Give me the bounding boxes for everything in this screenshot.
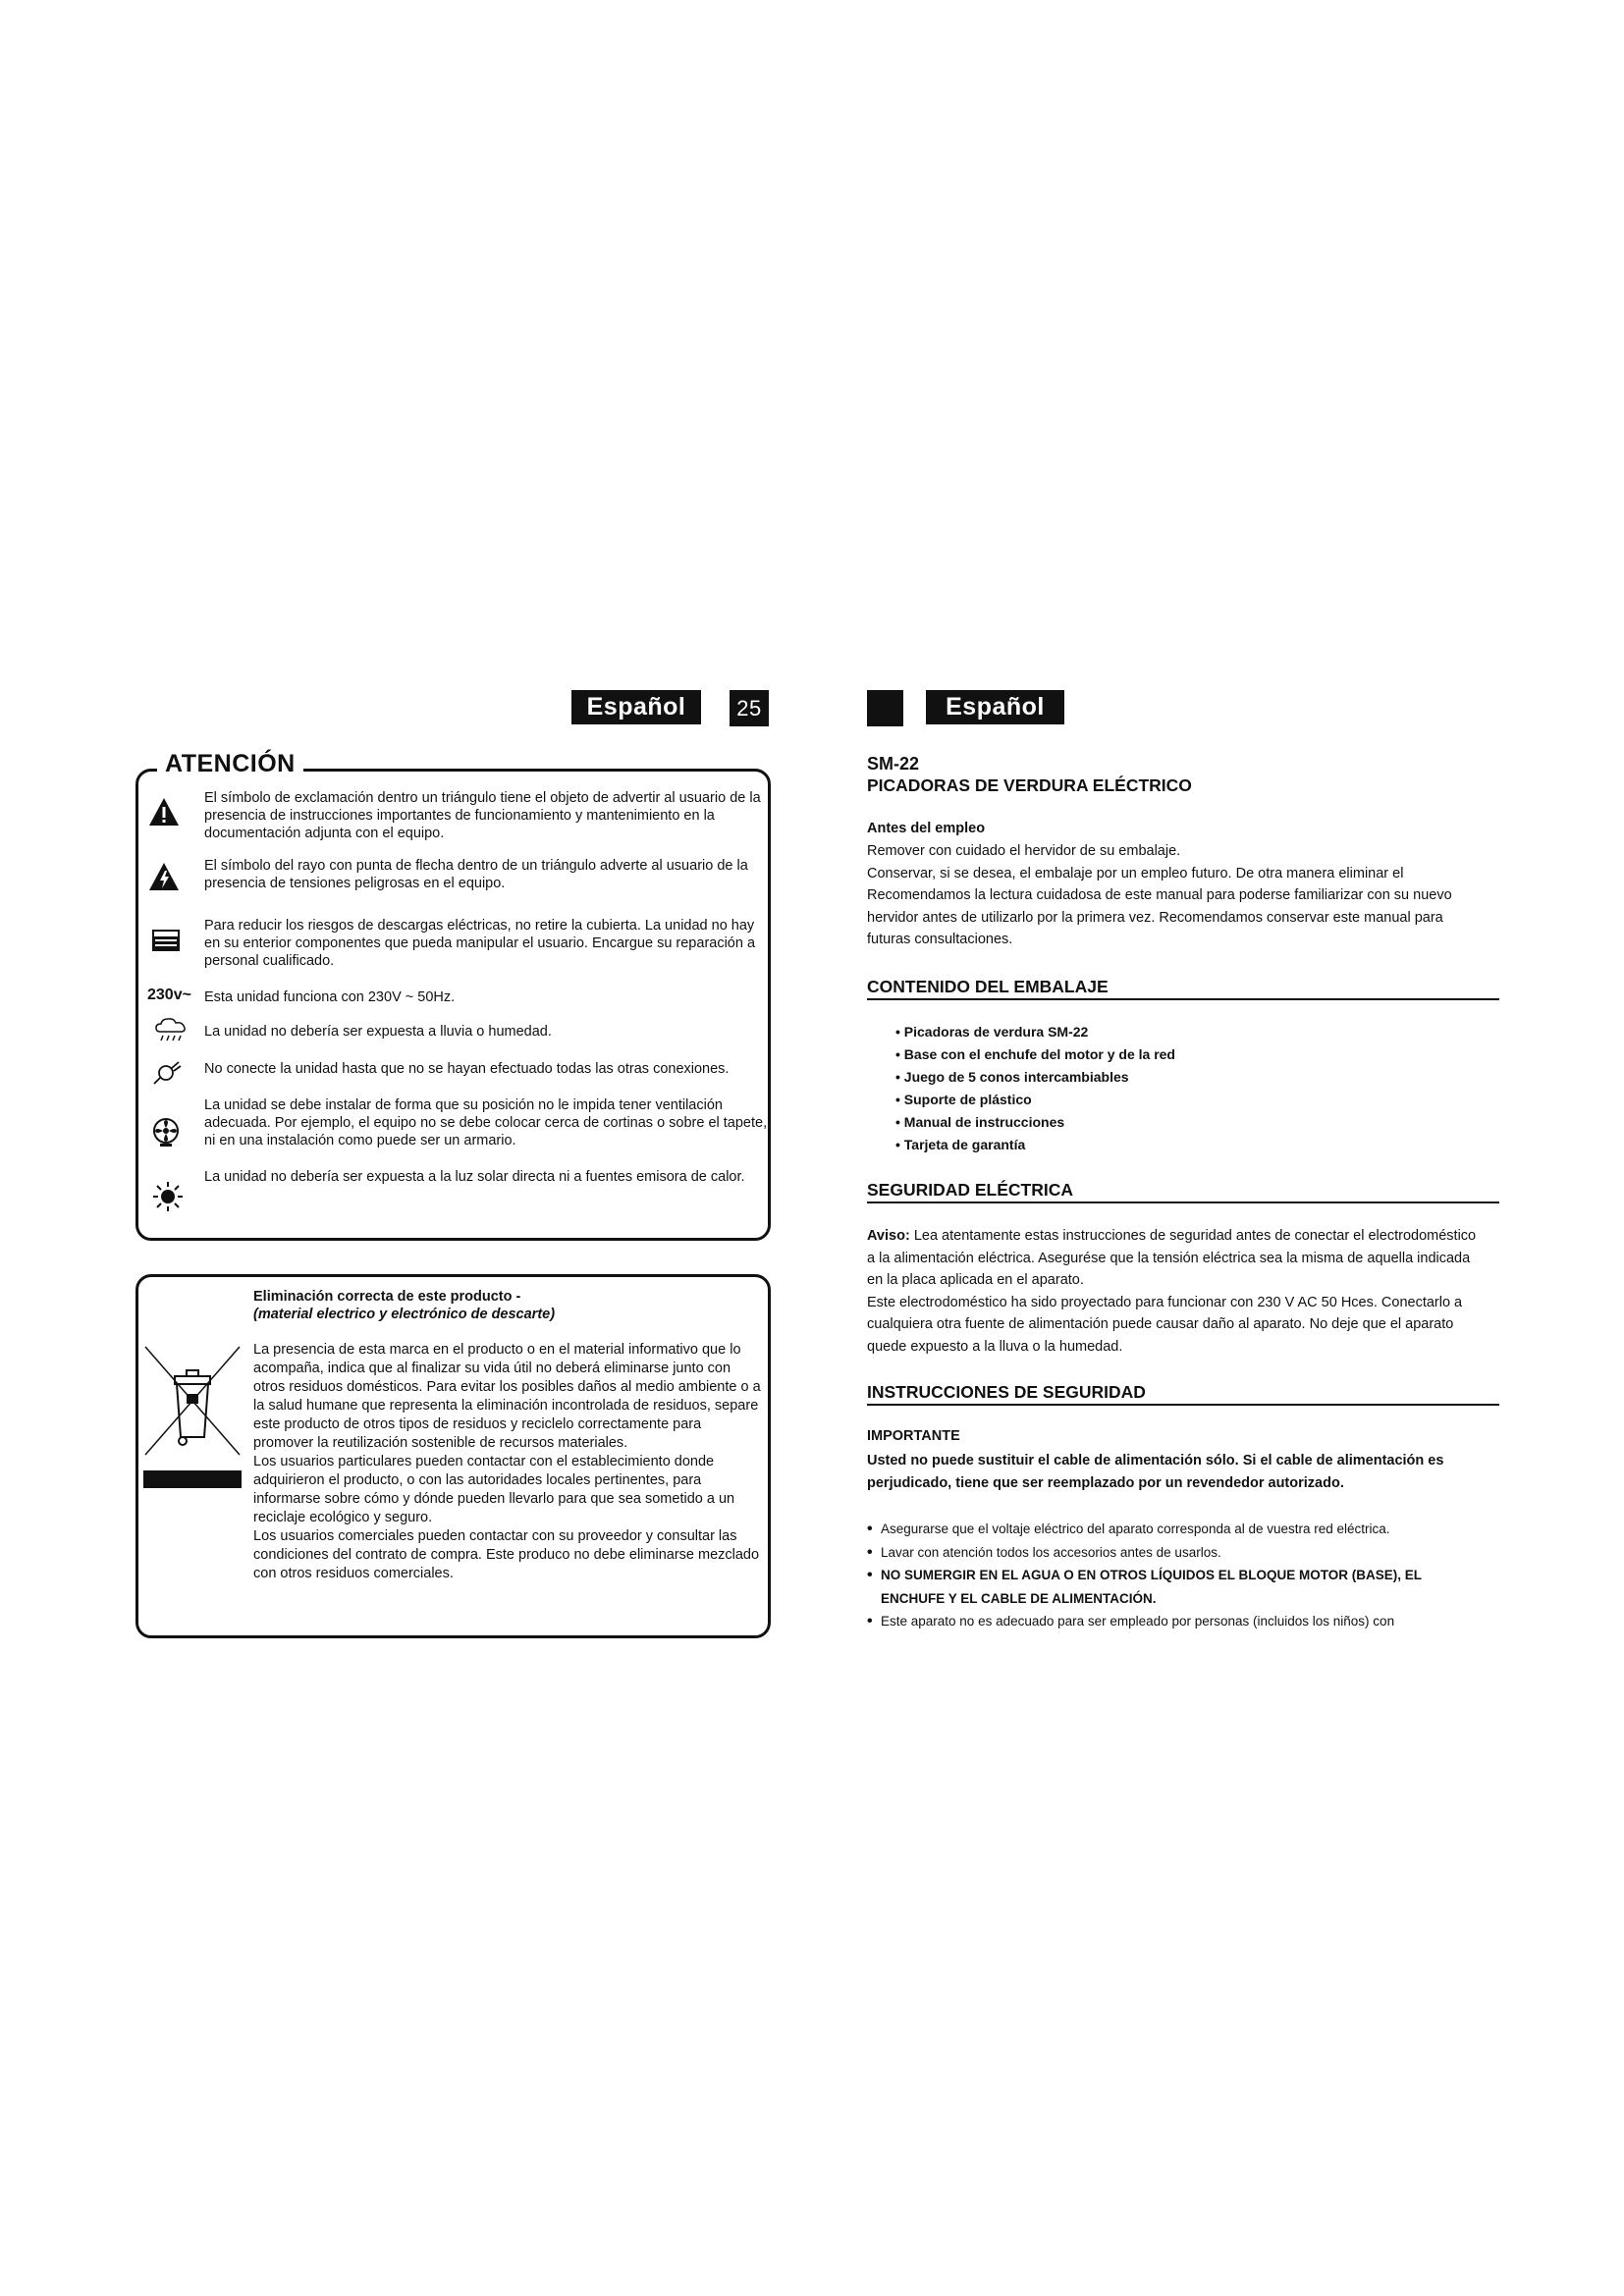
rain-cloud-icon — [153, 1015, 189, 1046]
electric-line: en la placa aplicada en el aparato. — [867, 1272, 1084, 1288]
safety-item-text: Asegurarse que el voltaje eléctrico del aparato corresponda al de vuestra red eléctrica. — [881, 1522, 1390, 1536]
disposal-title: Eliminación correcta de este producto - — [253, 1289, 521, 1305]
safety-list — [867, 1518, 1554, 1633]
product-title: PICADORAS DE VERDURA ELÉCTRICO — [867, 775, 1192, 795]
contents-heading: CONTENIDO DEL EMBALAJE — [867, 977, 1499, 1000]
electric-safety-heading: SEGURIDAD ELÉCTRICA — [867, 1180, 1499, 1203]
electric-line: quede expuesto a la lluva o la humedad. — [867, 1338, 1123, 1355]
weee-bin-icon — [143, 1341, 242, 1488]
before-use-line: Conservar, si se desea, el embalaje por un empleo futuro. De otra manera eliminar el — [867, 865, 1404, 881]
contents-list — [895, 1021, 1175, 1156]
disposal-paragraph-2: Los usuarios particulares pueden contactar con el establecimiento donde adquirieron el producto, o con las autoridades locales pertinentes, para informarse sobre cómo y dónde pueden llevarlo para que sea sometido a un reciclaje ecológico y seguro. — [253, 1454, 735, 1525]
contents-item: • Base con el enchufe del motor y de la red — [895, 1046, 1175, 1062]
important-text — [867, 1450, 1554, 1495]
language-tab-right: Español — [926, 690, 1064, 724]
ventilation-fan-icon — [149, 1116, 183, 1149]
warning-item-exclamation: El símbolo de exclamación dentro un triángulo tiene el objeto de advertir al usuario de la presencia de instrucciones importantes de funcionamiento y mantenimiento en la documentación adjunta con el equipo. — [204, 790, 761, 841]
safety-item: • NO SUMERGIR EN EL AGUA O EN OTROS LÍQUIDOS EL BLOQUE MOTOR (BASE), EL — [867, 1567, 1423, 1583]
safety-item: • Este aparato no es adecuado para ser empleado por personas (incluidos los niños) con — [867, 1613, 1395, 1629]
disposal-paragraph-3: Los usuarios comerciales pueden contactar con su proveedor y consultar las condiciones del contrato de compra. Este produco no debe eliminarse mezclado con otros residuos comerciales. — [253, 1528, 760, 1581]
model-number: SM-22 — [867, 754, 920, 774]
disposal-text — [253, 1341, 764, 1583]
electric-line: cualquiera otra fuente de alimentación puede causar daño al aparato. No deje que el aparato — [867, 1316, 1454, 1332]
contents-item: • Suporte de plástico — [895, 1092, 1032, 1107]
safety-item-text: Este aparato no es adecuado para ser empleado por personas (incluidos los niños) con — [881, 1614, 1395, 1629]
warning-item-cover: Para reducir los riesgos de descargas eléctricas, no retire la cubierta. La unidad no hay en su enterior componentes que pueda manipular el usuario. Encargue su reparación a personal cualificado. — [204, 918, 756, 969]
electric-label: Aviso: — [867, 1228, 910, 1244]
language-tab-left: Español — [571, 690, 701, 724]
before-use-line: futuras consultaciones. — [867, 932, 1013, 947]
warning-item-connect: No conecte la unidad hasta que no se hayan efectuado todas las otras conexiones. — [204, 1061, 730, 1077]
electric-safety-text — [867, 1225, 1554, 1358]
important-line: perjudicado, tiene que ser reemplazado por un revendedor autorizado. — [867, 1475, 1344, 1491]
safety-item: • Lavar con atención todos los accesorios antes de usarlos. — [867, 1543, 1221, 1561]
contents-item: • Picadoras de verdura SM-22 — [895, 1024, 1089, 1040]
voltage-230v-label: 230v~ — [147, 987, 191, 1003]
disposal-subtitle: (material electrico y electrónico de descarte) — [253, 1307, 556, 1322]
electric-line-text: Lea atentamente estas instrucciones de seguridad antes de conectar el electrodoméstico — [913, 1228, 1477, 1244]
before-use-heading: Antes del empleo — [867, 821, 986, 836]
before-use-line: hervidor antes de utilizarlo por la primera vez. Recomendamos conservar este manual para — [867, 909, 1443, 926]
sun-icon — [151, 1180, 185, 1213]
electric-line: Este electrodoméstico ha sido proyectado para funcionar con 230 V AC 50 Hces. Conectarlo a — [867, 1294, 1463, 1310]
important-label: IMPORTANTE — [867, 1428, 960, 1444]
contents-item: • Manual de instrucciones — [895, 1114, 1065, 1130]
page-number-blank — [867, 690, 903, 726]
warning-item-rain: La unidad no debería ser expuesta a lluvia o humedad. — [204, 1024, 552, 1040]
contents-item: • Juego de 5 conos intercambiables — [895, 1069, 1129, 1085]
before-use-line: Remover con cuidado el hervidor de su embalaje. — [867, 843, 1181, 859]
safety-item-cont: ENCHUFE Y EL CABLE DE ALIMENTACIÓN. — [881, 1590, 1157, 1606]
safety-item: • Asegurarse que el voltaje eléctrico del aparato corresponda al de vuestra red eléctrica. — [867, 1521, 1390, 1537]
warning-item-lightning: El símbolo del rayo con punta de flecha dentro de un triángulo adverte al usuario de la presencia de tensiones peligrosas en el equipo. — [204, 858, 748, 891]
contents-item: • Tarjeta de garantía — [895, 1137, 1026, 1152]
warning-item-voltage: Esta unidad funciona con 230V ~ 50Hz. — [204, 989, 456, 1005]
caution-label-icon — [151, 926, 181, 955]
warning-item-ventilation: La unidad se debe instalar de forma que su posición no le impida tener ventilación adecuada. Por ejemplo, el equipo no se debe colocar cerca de cortinas o sobre el tapete, ni en una instalación como puede ser un armario. — [204, 1097, 768, 1148]
plug-icon — [151, 1055, 185, 1087]
warning-triangle-icon — [147, 795, 181, 828]
warning-item-sun: La unidad no debería ser expuesta a la luz solar directa ni a fuentes emisora de calor. — [204, 1169, 745, 1185]
important-line: Usted no puede sustituir el cable de alimentación sólo. Si el cable de alimentación es — [867, 1453, 1444, 1468]
electric-line: a la alimentación eléctrica. Asegurése que la tensión eléctrica sea la misma de aquella indicada — [867, 1250, 1471, 1266]
disposal-paragraph-1: La presencia de esta marca en el producto o en el material informativo que lo acompaña, indica que al finalizar su vida útil no deberá eliminarse junto con otros residuos domésticos. Para evitar los posibles daños al medio ambiente o a la salud humane que representa la eliminación incontrolada de residuos, separe este producto de otros tipos de residuos y reciclelo correctamente para promover la reutilización sostenible de recursos materiales. — [253, 1342, 761, 1451]
safety-item-text: Lavar con atención todos los accesorios antes de usarlos. — [881, 1544, 1221, 1560]
safety-item-text: NO SUMERGIR EN EL AGUA O EN OTROS LÍQUIDOS EL BLOQUE MOTOR (BASE), EL — [881, 1568, 1423, 1582]
warning-title: ATENCIÓN — [157, 750, 303, 778]
electric-line — [867, 1225, 1554, 1248]
safety-heading: INSTRUCCIONES DE SEGURIDAD — [867, 1382, 1499, 1406]
before-use-line: Recomendamos la lectura cuidadosa de este manual para poderse familiarizar con su nuevo — [867, 887, 1452, 903]
before-use-text — [867, 840, 1535, 951]
lightning-triangle-icon — [147, 860, 181, 893]
page-number: 25 — [730, 690, 769, 726]
